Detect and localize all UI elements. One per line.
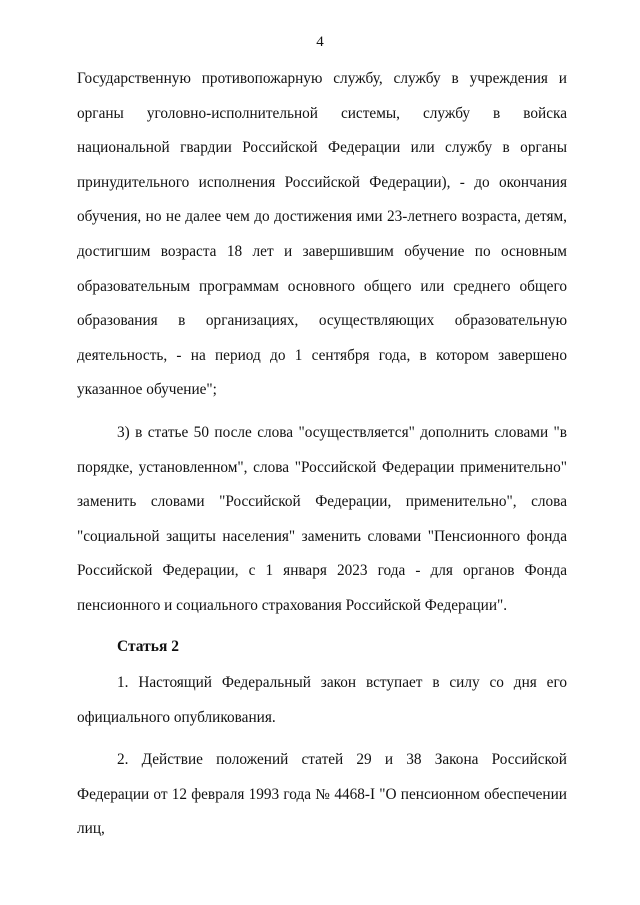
- page-number: 4: [316, 34, 324, 50]
- paragraph-item-3: 3) в статье 50 после слова "осуществляется" дополнить словами "в порядке, установленном", слова "Российской Федерации применительно" заменить словами "Российской Федерации, применительно", слова "социальной защиты населения" заменить словами "Пенсионного фонда Российской Федерации, с 1 января 2023 года - для органов Фонда пенсионного и социального страхования Российской Федерации".: [77, 423, 567, 614]
- article-2-heading: Статья 2: [117, 637, 179, 655]
- article-2-item-2: 2. Действие положений статей 29 и 38 Закона Российской Федерации от 12 февраля 1993 года № 4468-I "О пенсионном обеспечении лиц,: [77, 751, 567, 838]
- document-body: [77, 52, 567, 847]
- article-2-item-1: 1. Настоящий Федеральный закон вступает в силу со дня его официального опубликования.: [77, 674, 567, 726]
- paragraph-continuation: Государственную противопожарную службу, службу в учреждения и органы уголовно-исполнительной системы, службу в войска национальной гвардии Российской Федерации или службу в органы принудительного исполнения Российской Федерации), - до окончания обучения, но не далее чем до достижения ими 23-летнего возраста, детям, достигшим возраста 18 лет и завершившим обучение по основным образовательным программам основного общего или среднего общего образования в организациях, осуществляющих образовательную деятельность, - на период до 1 сентября года, в котором завершено указанное обучение";: [77, 70, 567, 399]
